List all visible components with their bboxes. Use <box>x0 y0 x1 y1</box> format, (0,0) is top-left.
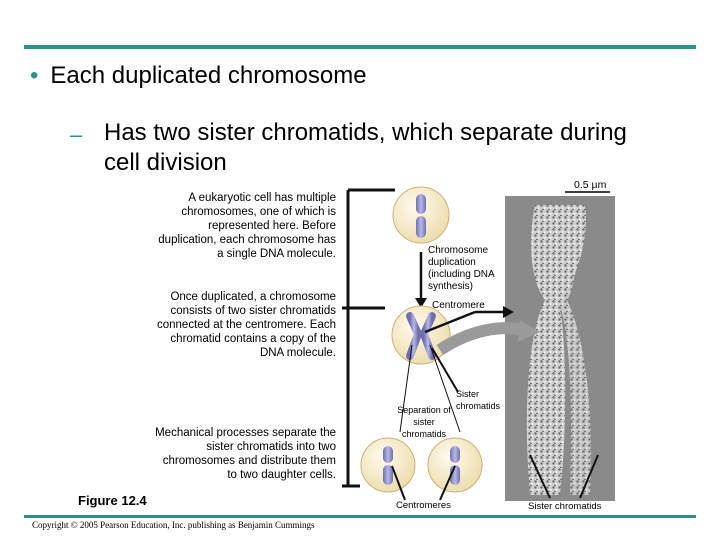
label-sister-chromatids-bottom: Sister chromatids <box>528 501 602 512</box>
bullet-dot-icon: • <box>30 62 39 89</box>
label-duplication: Chromosome duplication (including DNA synthesis) <box>428 245 495 292</box>
caption-duplicated: Once duplicated, a chromosome consists of two sister chromatids connected at the centromere. Each chromatid contains a copy of the DNA molecule. <box>157 291 336 359</box>
label-centromeres: Centromeres <box>396 500 451 511</box>
copyright-text: Copyright © 2005 Pearson Education, Inc. publishing as Benjamin Cummings <box>32 520 315 530</box>
caption-before-duplication: A eukaryotic cell has multiple chromosomes, one of which is represented here. Before duplication, each chromosome has a single DNA molecule. <box>158 192 336 260</box>
figure-number: Figure 12.4 <box>78 493 147 508</box>
bullet-dash-icon: – <box>70 122 83 147</box>
label-separation: Separation of sister chromatids <box>397 405 451 439</box>
bullet1-text: Each duplicated chromosome <box>50 62 367 89</box>
caption-separation: Mechanical processes separate the sister chromatids into two chromosomes and distribute them to two daughter cells. <box>155 427 336 481</box>
label-centromere: Centromere <box>432 300 485 311</box>
scale-label: 0.5 µm <box>574 179 607 191</box>
label-sister-chromatids-top: Sister chromatids <box>456 389 501 411</box>
micrograph-chromosome <box>527 205 591 495</box>
bullet2-text: Has two sister chromatids, which separate during cell division <box>104 119 627 176</box>
sister-leader-top <box>432 348 458 392</box>
bottom-divider <box>24 515 696 518</box>
